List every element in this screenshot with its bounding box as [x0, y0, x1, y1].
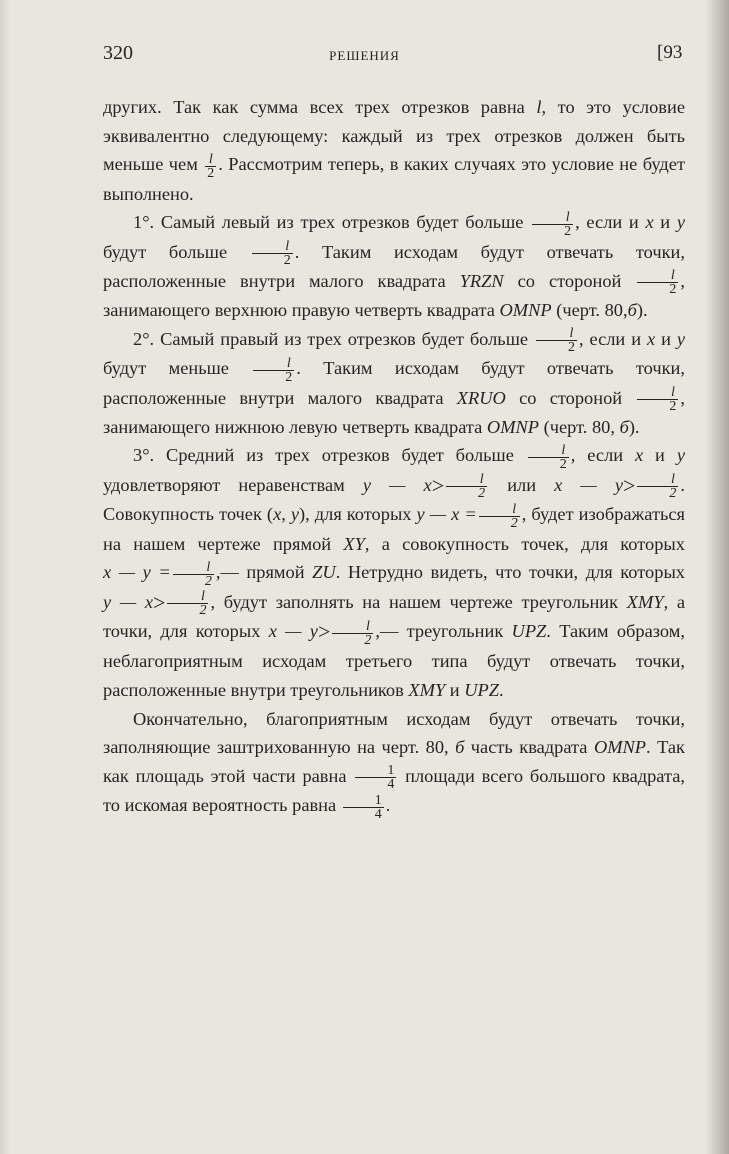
text-run: . Таким исходам будут отвечать точки, расположенные внутри малого квадрата	[103, 358, 685, 408]
text-run: , если и	[578, 328, 647, 349]
fraction-numerator: l	[561, 442, 566, 458]
math-var: y	[676, 212, 685, 233]
math-expr: y — x	[362, 474, 432, 495]
fraction-l-over-2	[528, 444, 569, 471]
fraction-denominator: 2	[167, 603, 208, 617]
text-run: , если и	[575, 212, 646, 233]
fraction-denominator: 2	[332, 633, 373, 647]
text-run: часть квадрата	[464, 737, 594, 758]
text-run: других. Так как сумма всех трех отрезков равна	[103, 97, 537, 117]
fraction-numerator: l	[670, 268, 675, 284]
text-run: 1°. Самый левый из трех отрезков будет больше	[133, 212, 531, 233]
text-run: , будет изображаться на нашем чертеже прямой	[103, 504, 685, 554]
fraction-l-over-2	[536, 327, 577, 354]
fraction-l-over-2	[205, 153, 216, 180]
fraction-denominator: 2	[637, 399, 678, 413]
math-var: б	[627, 300, 637, 321]
fraction-numerator: 1	[387, 763, 395, 779]
fraction-l-over-2	[173, 561, 214, 588]
fraction-l-over-2	[637, 386, 678, 413]
text-run: 2°. Самый правый из трех отрезков будет больше	[133, 328, 534, 349]
text-run: ,— прямой	[215, 562, 313, 583]
fraction-denominator: 2	[252, 253, 293, 267]
text-run: ), для которых	[299, 504, 417, 525]
paragraph-intro	[103, 93, 685, 208]
fraction-denominator: 2	[253, 370, 294, 384]
page-spine-shadow	[0, 0, 10, 1154]
fraction-l-over-2	[252, 240, 293, 267]
fraction-denominator: 2	[532, 224, 573, 238]
text-run: со стороной	[503, 270, 636, 291]
text-run: . Так как площадь этой части равна	[103, 737, 685, 786]
math-var: x, y	[273, 504, 300, 525]
text-run: удовлетворяют неравенствам	[103, 474, 363, 495]
fraction-l-over-2	[167, 590, 208, 617]
fraction-denominator: 4	[343, 807, 384, 821]
equation-x-minus-y	[103, 559, 216, 589]
fraction-denominator: 2	[207, 165, 215, 181]
math-expr: x — y	[554, 474, 623, 495]
paragraph-case-3	[103, 441, 685, 704]
fraction-l-over-2	[332, 620, 373, 647]
math-var: OMNP	[499, 300, 552, 321]
text-run: ).	[636, 300, 648, 321]
text-run: . Нетрудно видеть, что точки, для которых	[335, 562, 685, 583]
text-run: и	[445, 679, 465, 700]
fraction-denominator: 4	[355, 777, 396, 791]
math-var: x	[646, 328, 656, 349]
fraction-numerator: l	[208, 151, 213, 167]
section-mark: [93	[657, 42, 683, 63]
fraction-denominator: 2	[536, 340, 577, 354]
text-run: , занимающего верхнюю правую четверть квадрата	[103, 270, 685, 321]
text-run: Окончательно, благоприятным исходам будут отвечать точки, заполняющие заштрихованную на черт. 80,	[103, 708, 685, 758]
text-run: , то это условие эквивалентно следующему: каждый из трех отрезков должен быть меньше чем	[103, 97, 685, 175]
text-run: .	[499, 679, 504, 700]
paragraph-case-1	[103, 208, 685, 325]
fraction-numerator: l	[365, 618, 370, 634]
inequality-x-minus-y	[268, 618, 376, 648]
fraction-denominator: 2	[446, 486, 487, 500]
fraction-denominator: 2	[528, 457, 569, 471]
text-run: площади всего большого квадрата, то искомая вероятность равна	[103, 765, 686, 816]
text-run: . Таким образом, неблагоприятным исходам третьего типа будут отвечать точки, расположенные внутри треугольников	[103, 621, 685, 700]
fraction-numerator: l	[670, 472, 675, 488]
body-text	[103, 93, 685, 821]
fraction-l-over-2	[253, 357, 294, 384]
text-run: и	[653, 212, 677, 233]
text-run: 3°. Средний из трех отрезков будет больше	[133, 445, 526, 466]
math-var: x	[645, 212, 654, 233]
running-title: РЕШЕНИЯ	[329, 48, 400, 63]
text-run: . Совокупность точек (	[103, 474, 686, 525]
running-head	[0, 42, 729, 72]
greater-than-sign: >	[317, 619, 331, 645]
math-expr: x — y =	[103, 562, 171, 583]
greater-than-sign: >	[153, 589, 166, 615]
fraction-one-quarter	[343, 794, 384, 821]
fraction-numerator: l	[206, 559, 211, 575]
fraction-l-over-2	[532, 211, 573, 238]
text-run: со стороной	[505, 387, 636, 408]
text-run: и	[643, 445, 677, 466]
text-run: и	[655, 328, 677, 349]
text-run: будут больше	[103, 241, 250, 262]
greater-than-sign: >	[622, 472, 636, 498]
math-var: XMY	[408, 679, 446, 700]
fraction-numerator: l	[565, 209, 570, 225]
inequality-y-minus-x	[103, 589, 210, 619]
fraction-numerator: l	[285, 238, 290, 254]
text-run: , а точки, для которых	[103, 591, 686, 642]
math-var: OMNP	[593, 737, 647, 758]
fraction-numerator: l	[479, 472, 484, 488]
math-var: XMY	[626, 591, 664, 612]
fraction-denominator: 2	[637, 282, 678, 296]
text-run: (черт. 80,	[551, 300, 628, 321]
text-run: ,— треугольник	[375, 621, 512, 642]
text-run: , будут заполнять на нашем чертеже треугольник	[210, 591, 627, 612]
math-var: UPZ	[511, 621, 547, 642]
fraction-numerator: l	[569, 326, 574, 342]
equation-y-minus-x	[416, 501, 522, 531]
math-var: y	[676, 328, 685, 349]
math-var: x	[634, 445, 644, 466]
text-run: будут меньше	[103, 358, 252, 379]
fraction-numerator: 1	[374, 792, 382, 808]
fraction-denominator: 2	[637, 486, 678, 500]
text-run: или	[489, 474, 555, 495]
text-run: , если	[570, 445, 635, 466]
math-expr: x — y	[268, 621, 318, 642]
fraction-denominator: 2	[173, 574, 214, 588]
inequality-y-minus-x	[362, 472, 489, 502]
math-var: б	[455, 737, 465, 758]
fraction-denominator: 2	[479, 516, 520, 530]
text-run: . Таким исходам будут отвечать точки, расположенные внутри малого квадрата	[103, 241, 685, 291]
math-var: ZU	[312, 562, 336, 583]
math-var: YRZN	[459, 270, 504, 291]
math-var: б	[619, 416, 629, 437]
text-run: . Рассмотрим теперь, в каких случаях это условие не будет выполнено.	[103, 154, 685, 204]
fraction-l-over-2	[637, 473, 678, 500]
paragraph-case-2	[103, 325, 685, 442]
fraction-l-over-2	[446, 473, 487, 500]
text-run: .	[385, 795, 391, 816]
text-run: ).	[628, 416, 640, 437]
math-var: XRUO	[456, 387, 506, 408]
fraction-numerator: l	[286, 355, 291, 371]
text-run: , занимающего нижнюю левую четверть квадрата	[103, 387, 685, 437]
fraction-l-over-2	[479, 503, 520, 530]
page-number: 320	[103, 42, 133, 64]
fraction-numerator: l	[201, 589, 205, 605]
greater-than-sign: >	[431, 472, 445, 498]
math-var: UPZ	[464, 679, 499, 700]
fraction-l-over-2	[637, 269, 678, 296]
math-expr: y — x	[103, 591, 154, 612]
math-var: OMNP	[486, 416, 540, 437]
page-edge-shadow	[705, 0, 729, 1154]
text-run: , а совокупность точек, для которых	[364, 533, 685, 554]
fraction-one-quarter	[355, 764, 396, 791]
math-expr: y — x =	[416, 504, 477, 525]
text-run: (черт. 80,	[539, 416, 620, 437]
math-var: XY	[343, 533, 365, 554]
paragraph-conclusion	[103, 705, 685, 821]
math-var: y	[676, 445, 685, 466]
inequality-x-minus-y	[554, 472, 680, 502]
math-var: l	[536, 97, 542, 117]
fraction-numerator: l	[512, 501, 517, 517]
fraction-numerator: l	[670, 384, 675, 400]
